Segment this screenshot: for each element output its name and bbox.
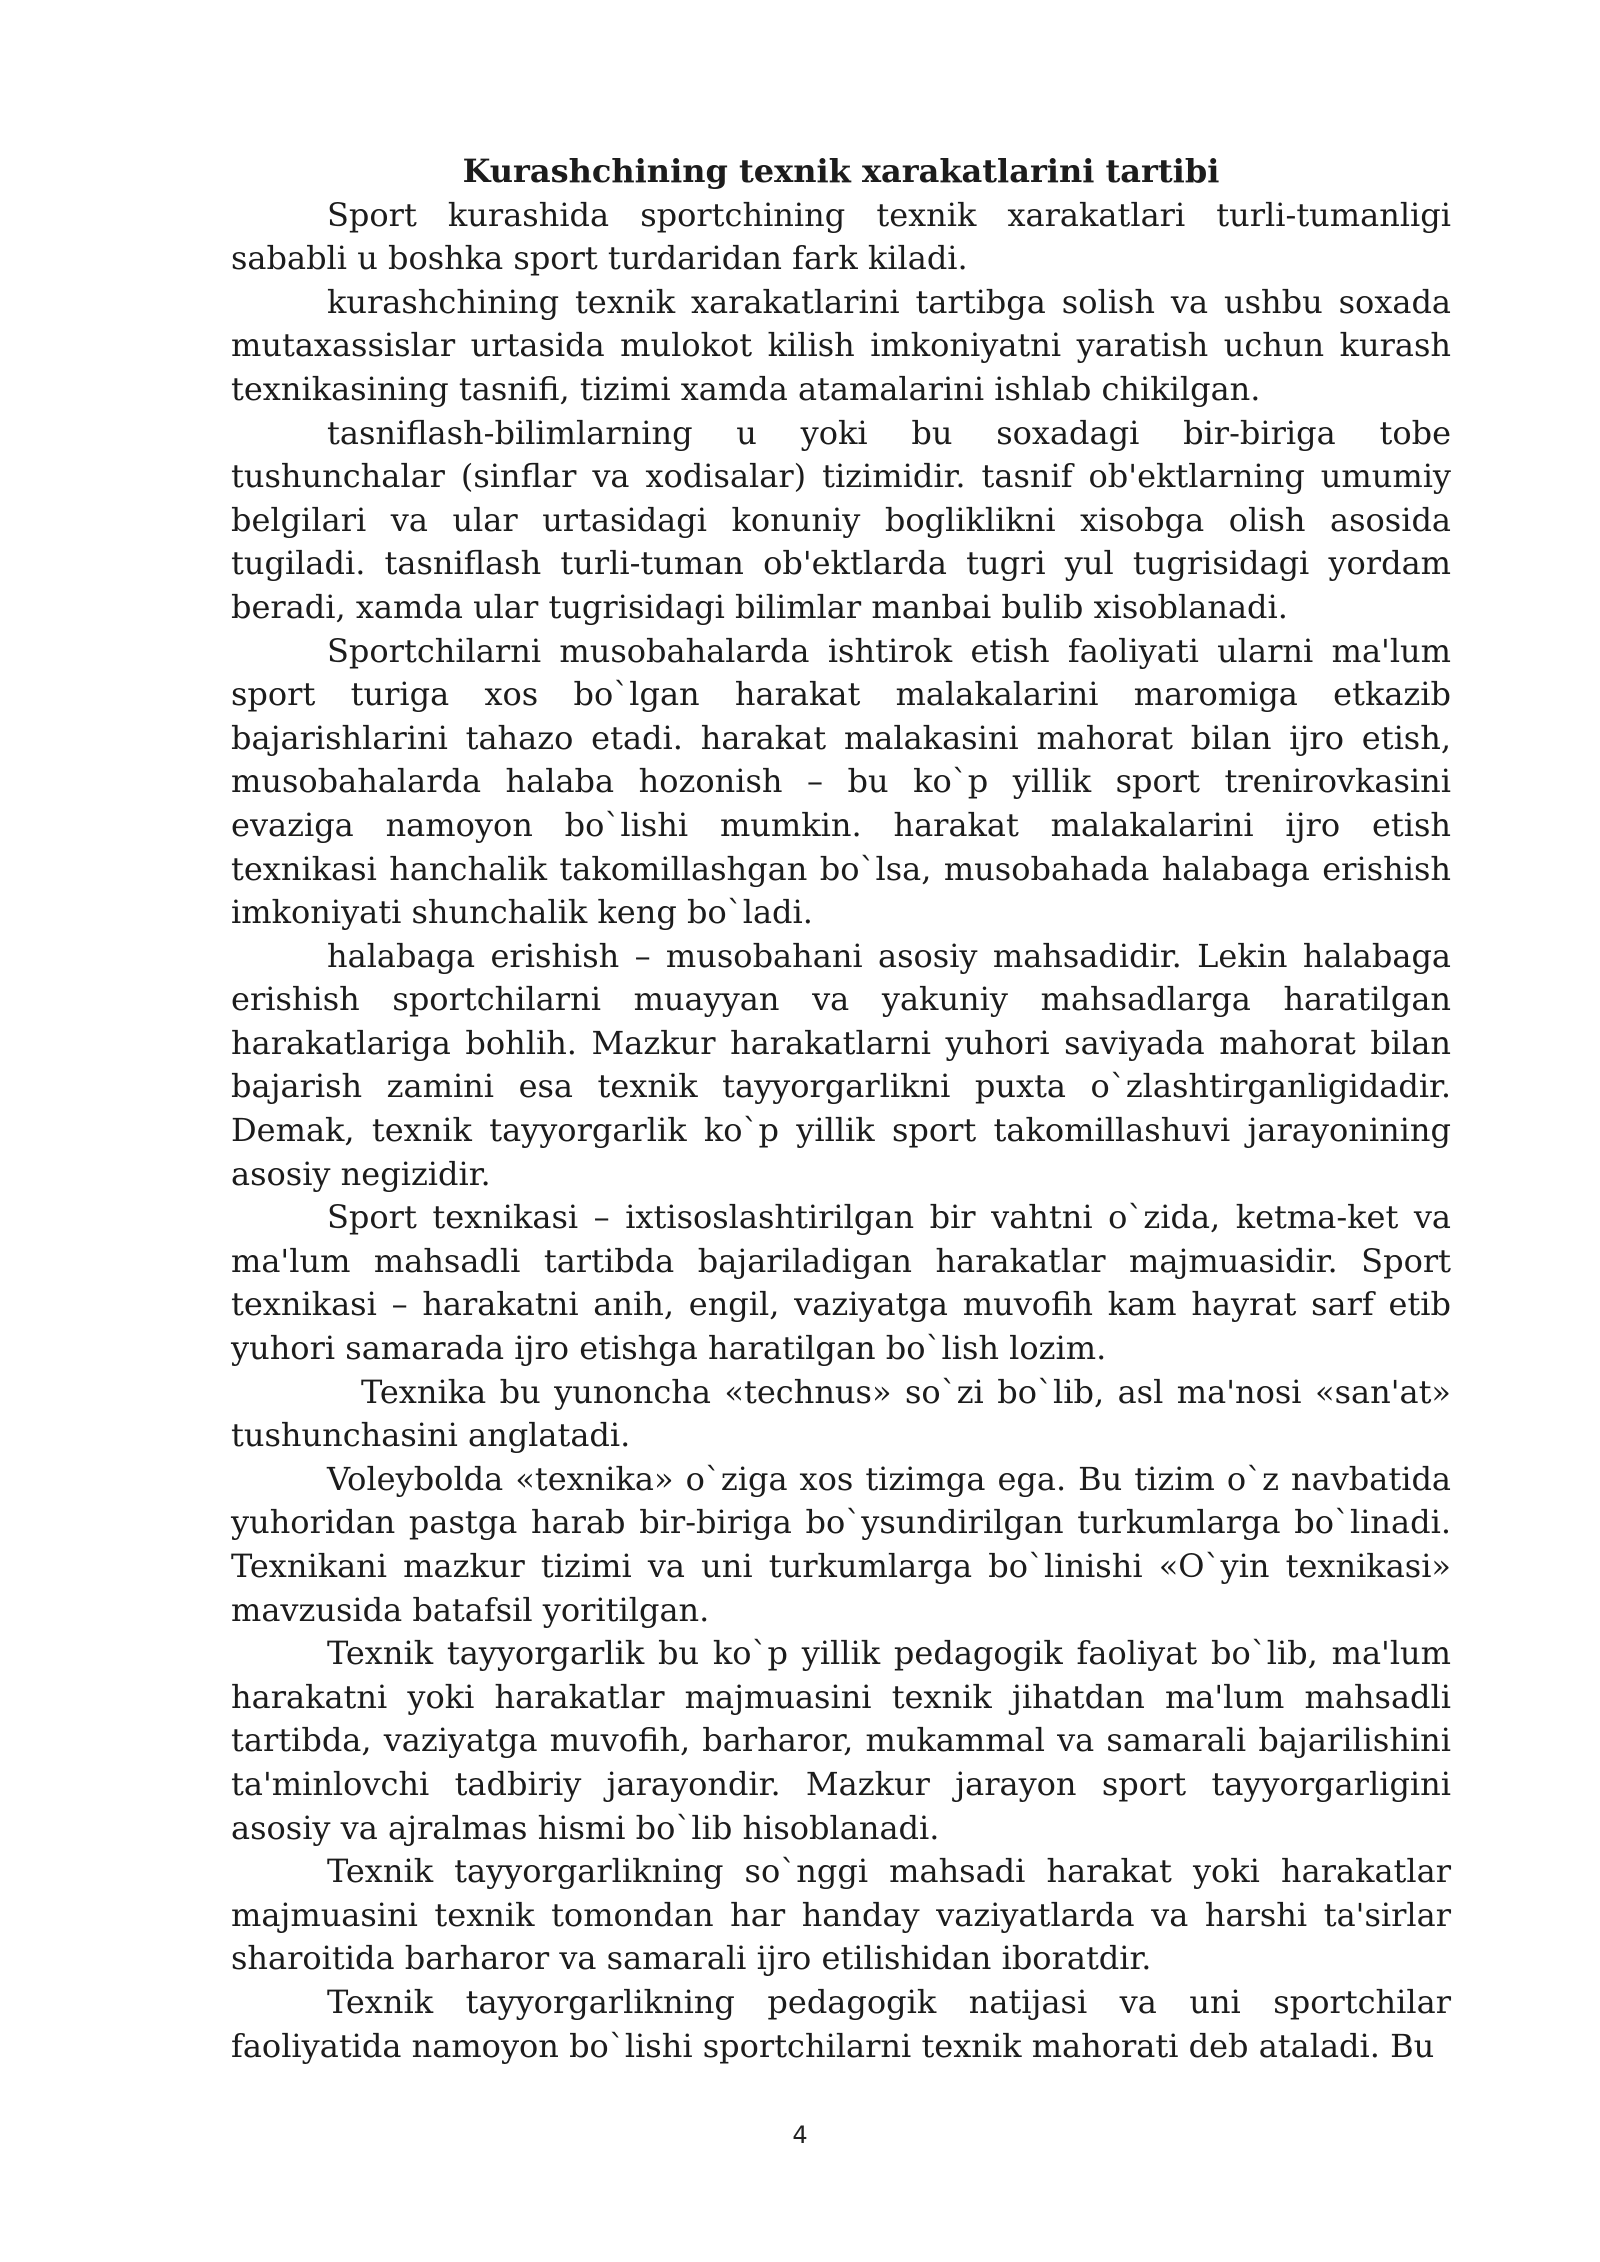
paragraph-4: Sportchilarni musobahalarda ishtirok etish faoliyati ularni ma'lum sport turiga xos bo`lgan harakat malakalarini maromiga etkazib bajarishlarini tahazo etadi. harakat malakasini mahorat bilan ijro etish, musobahalarda halaba hozonish – bu ko`p yillik sport trenirovkasini evaziga namoyon bo`lishi mumkin. harakat malakalarini ijro etish texnikasi hanchalik takomillashgan bo`lsa, musobahada halabaga erishish imkoniyati shunchalik keng bo`ladi.	[231, 631, 1451, 932]
paragraph-6: Sport texnikasi – ixtisoslashtirilgan bir vahtni o`zida, ketma-ket va ma'lum mahsadli tartibda bajariladigan harakatlar majmuasidir. Sport texnikasi – harakatni anih, engil, vaziyatga muvofih kam hayrat sarf etib yuhori samarada ijro etishga haratilgan bo`lish lozim.	[231, 1198, 1451, 1368]
paragraph-1: Sport kurashida sportchining texnik xarakatlari turli-tumanligi sababli u boshka sport turdaridan fark kiladi.	[231, 195, 1451, 278]
paragraph-7: Texnika bu yunoncha «technus» so`zi bo`lib, asl ma'nosi «san'at» tushunchasini anglatadi.	[231, 1372, 1451, 1455]
page-title: Kurashchining texnik xarakatlarini tartibi	[462, 152, 1220, 190]
paragraph-8: Voleybolda «texnika» o`ziga xos tizimga ega. Bu tizim o`z navbatida yuhoridan pastga harab bir-biriga bo`ysundirilgan turkumlarga bo`linadi. Texnikani mazkur tizimi va uni turkumlarga bo`linishi «O`yin texnikasi» mavzusida batafsil yoritilgan.	[231, 1459, 1451, 1629]
paragraph-2: kurashchining texnik xarakatlarini tartibga solish va ushbu soxada mutaxassislar urtasida mulokot kilish imkoniyatni yaratish uchun kurash texnikasining tasnifi, tizimi xamda atamalarini ishlab chikilgan.	[231, 282, 1451, 408]
paragraph-5: halabaga erishish – musobahani asosiy mahsadidir. Lekin halabaga erishish sportchilarni muayyan va yakuniy mahsadlarga haratilgan harakatlariga bohlih. Mazkur harakatlarni yuhori saviyada mahorat bilan bajarish zamini esa texnik tayyorgarlikni puxta o`zlashtirganligidadir. Demak, texnik tayyorgarlik ko`p yillik sport takomillashuvi jarayonining asosiy negizidir.	[231, 936, 1451, 1193]
paragraph-9: Texnik tayyorgarlik bu ko`p yillik pedagogik faoliyat bo`lib, ma'lum harakatni yoki harakatlar majmuasini texnik jihatdan ma'lum mahsadli tartibda, vaziyatga muvofih, barharor, mukammal va samarali bajarilishini ta'minlovchi tadbiriy jarayondir. Mazkur jarayon sport tayyorgarligini asosiy va ajralmas hismi bo`lib hisoblanadi.	[231, 1634, 1451, 1847]
page-body	[231, 150, 1451, 2068]
paragraph-10: Texnik tayyorgarlikning so`nggi mahsadi harakat yoki harakatlar majmuasini texnik tomondan har handay vaziyatlarda va harshi ta'sirlar sharoitida barharor va samarali ijro etilishidan iboratdir.	[231, 1852, 1451, 1978]
paragraph-11: Texnik tayyorgarlikning pedagogik natijasi va uni sportchilar faoliyatida namoyon bo`lishi sportchilarni texnik mahorati deb ataladi. Bu	[231, 1982, 1451, 2065]
paragraph-3: tasniflash-bilimlarning u yoki bu soxadagi bir-biriga tobe tushunchalar (sinflar va xodisalar) tizimidir. tasnif ob'ektlarning umumiy belgilari va ular urtasidagi konuniy bogliklikni xisobga olish asosida tugiladi. tasniflash turli-tuman ob'ektlarda tugri yul tugrisidagi yordam beradi, xamda ular tugrisidagi bilimlar manbai bulib xisoblanadi.	[231, 413, 1451, 626]
page-number: 4	[792, 2121, 808, 2149]
